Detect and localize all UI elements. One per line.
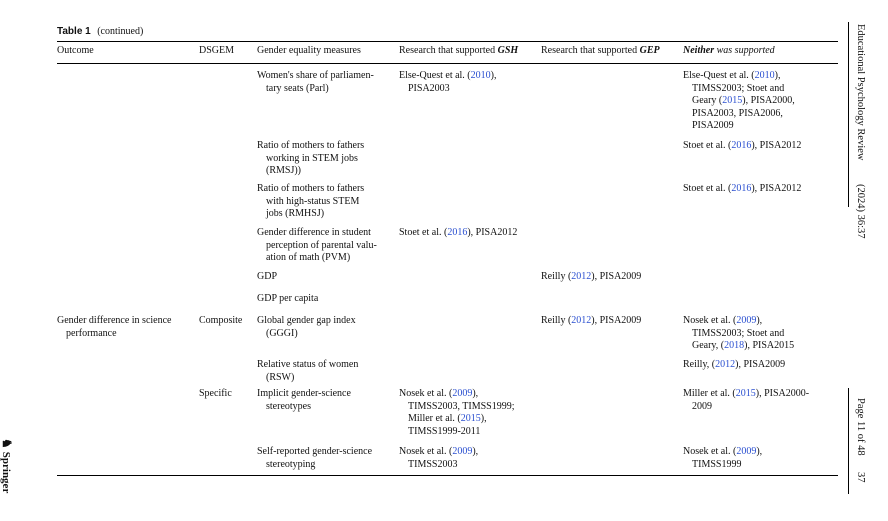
running-head-rule-bottom — [848, 388, 849, 494]
col-header-dsgem: DSGEM — [199, 45, 235, 56]
col-header-measures: Gender equality measures — [257, 45, 361, 56]
citation-year-link[interactable]: 2010 — [470, 70, 491, 81]
measure-line: Global gender gap index — [257, 315, 356, 326]
measure-line: stereotyping — [266, 458, 316, 470]
citation-text: ), — [490, 70, 497, 81]
citation-line — [683, 328, 794, 341]
cell-neither — [683, 140, 801, 153]
citation-year-link[interactable]: 2012 — [715, 359, 736, 370]
measure-line: (RMSJ)) — [266, 165, 302, 176]
citation-text: Reilly ( — [541, 271, 572, 282]
gsh-abbr: GSH — [497, 45, 519, 56]
measure-line: (RSW) — [266, 371, 295, 383]
citation-text: ), — [472, 388, 479, 399]
col-header-gep: Research that supported GEP — [541, 45, 660, 56]
measure-line: working in STEM jobs — [266, 152, 358, 164]
citation-year-link[interactable]: 2015 — [460, 413, 481, 424]
table-top-rule — [57, 41, 838, 42]
citation-text: Stoet et al. ( — [399, 227, 448, 238]
col-header-neither: Neither was supported — [683, 45, 775, 56]
citation-line — [683, 95, 795, 108]
citation-text: PISA2003, PISA2006, — [692, 107, 783, 119]
citation-line — [683, 70, 795, 83]
citation-year-link[interactable]: 2012 — [571, 315, 592, 326]
citation-year-link[interactable]: 2009 — [736, 446, 757, 457]
cell-measure — [257, 388, 351, 413]
citation-text: TIMSS1999 — [692, 458, 742, 470]
page-number: 37 — [855, 472, 866, 483]
citation-line — [683, 315, 794, 328]
cell-gep — [541, 271, 641, 284]
cell-neither — [683, 70, 795, 133]
citation-year-link[interactable]: 2010 — [754, 70, 775, 81]
citation-text: Nosek et al. ( — [683, 315, 737, 326]
citation-text: ), PISA2000, — [742, 95, 795, 106]
outcome-line: Gender difference in science — [57, 315, 172, 326]
citation-text: Miller et al. ( — [408, 413, 461, 424]
citation-text: TIMSS2003; Stoet and — [692, 82, 785, 94]
cell-gsh — [399, 446, 478, 471]
citation-text: Geary, ( — [692, 340, 725, 351]
cell-gsh — [399, 388, 515, 438]
springer-horse-icon: ♞ — [0, 438, 14, 449]
measure-line: Relative status of women — [257, 359, 359, 370]
citation-line — [541, 271, 641, 284]
table-header-rule — [57, 63, 838, 64]
citation-year-link[interactable]: 2015 — [735, 388, 756, 399]
table-caption — [57, 26, 143, 37]
citation-text: TIMSS2003, TIMSS1999; — [408, 400, 515, 412]
citation-text: Nosek et al. ( — [399, 446, 453, 457]
citation-year-link[interactable]: 2016 — [731, 140, 752, 151]
citation-text: ), — [756, 446, 763, 457]
cell-outcome — [57, 315, 171, 340]
citation-text: 2009 — [692, 400, 712, 412]
measure-line: (GGGI) — [266, 327, 298, 339]
citation-line — [399, 459, 478, 472]
citation-year-link[interactable]: 2016 — [731, 183, 752, 194]
table-label: Table 1 — [57, 26, 91, 37]
citation-text: ), — [756, 315, 763, 326]
cell-gep — [541, 315, 641, 328]
cell-dsgem: Specific — [199, 388, 232, 399]
citation-line — [399, 227, 517, 240]
cell-neither — [683, 359, 785, 372]
citation-text: Stoet et al. ( — [683, 140, 732, 151]
citation-text: ), PISA2012 — [751, 140, 802, 151]
citation-year-link[interactable]: 2016 — [447, 227, 468, 238]
citation-line — [683, 459, 762, 472]
table-bottom-rule — [57, 475, 838, 476]
citation-year-link[interactable]: 2015 — [722, 95, 743, 106]
citation-year-link[interactable]: 2012 — [571, 271, 592, 282]
citation-text: TIMSS2003 — [408, 458, 458, 470]
cell-neither — [683, 446, 762, 471]
citation-year-link[interactable]: 2009 — [452, 446, 473, 457]
citation-text: ), — [480, 413, 487, 424]
citation-line — [683, 388, 809, 401]
cell-measure — [257, 227, 377, 265]
cell-neither — [683, 315, 794, 353]
citation-line — [683, 140, 801, 153]
citation-text: Geary ( — [692, 95, 723, 106]
measure-line: with high-status STEM — [266, 195, 360, 207]
citation-line — [399, 388, 515, 401]
citation-text: TIMSS2003; Stoet and — [692, 327, 785, 339]
citation-text: ), — [774, 70, 781, 81]
cell-measure — [257, 359, 358, 384]
citation-line — [683, 83, 795, 96]
neither-word: Neither — [683, 45, 715, 56]
citation-year-link[interactable]: 2009 — [736, 315, 757, 326]
publisher-mark — [0, 438, 14, 493]
citation-text: Nosek et al. ( — [399, 388, 453, 399]
page-of-total: Page 11 of 48 — [855, 398, 866, 456]
citation-text: Else-Quest et al. ( — [399, 70, 471, 81]
cell-neither — [683, 183, 801, 196]
citation-year-link[interactable]: 2018 — [724, 340, 745, 351]
measure-line: jobs (RMHSJ) — [266, 208, 325, 219]
citation-text: TIMSS1999-2011 — [408, 425, 481, 437]
cell-measure — [257, 315, 356, 340]
cell-dsgem: Composite — [199, 315, 243, 326]
cell-neither — [683, 388, 809, 413]
citation-text: Reilly ( — [541, 315, 572, 326]
citation-text: ), PISA2012 — [751, 183, 802, 194]
running-head-rule-top — [848, 22, 849, 207]
cell-measure — [257, 271, 277, 284]
measure-line: Women's share of parliamen- — [257, 70, 374, 81]
citation-line — [683, 183, 801, 196]
citation-line — [399, 413, 515, 426]
citation-text: PISA2009 — [692, 120, 734, 131]
measure-line: GDP per capita — [257, 293, 319, 304]
gep-abbr: GEP — [639, 45, 660, 56]
citation-line — [399, 401, 515, 414]
measure-line: tary seats (Parl) — [266, 82, 329, 94]
cell-measure — [257, 446, 372, 471]
citation-line — [399, 426, 515, 439]
col-header-gsh: Research that supported GSH — [399, 45, 519, 56]
citation-text: ), PISA2015 — [744, 340, 795, 351]
measure-line: Self-reported gender-science — [257, 446, 373, 457]
citation-text: Nosek et al. ( — [683, 446, 737, 457]
journal-name: Educational Psychology Review — [855, 24, 866, 161]
cell-measure — [257, 293, 318, 306]
publisher-name: Springer — [0, 451, 12, 494]
cell-gsh — [399, 227, 517, 240]
outcome-line: performance — [66, 327, 117, 339]
citation-text: ), PISA2009 — [591, 315, 642, 326]
citation-line — [683, 120, 795, 133]
measure-line: ation of math (PVM) — [266, 252, 351, 263]
citation-text: Reilly, ( — [683, 359, 716, 370]
citation-year-link[interactable]: 2009 — [452, 388, 473, 399]
measure-line: Ratio of mothers to fathers — [257, 140, 365, 151]
cell-measure — [257, 140, 364, 178]
citation-text: Miller et al. ( — [683, 388, 736, 399]
citation-line — [683, 340, 794, 353]
citation-text: ), PISA2009 — [591, 271, 642, 282]
citation-text: Stoet et al. ( — [683, 183, 732, 194]
citation-line — [683, 108, 795, 121]
journal-volume: (2024) 36:37 — [855, 184, 866, 239]
table-continued-note: (continued) — [97, 26, 144, 37]
cell-measure — [257, 70, 374, 95]
measure-line: Implicit gender-science — [257, 388, 351, 399]
citation-text: ), PISA2012 — [467, 227, 518, 238]
citation-line — [541, 315, 641, 328]
measure-line: stereotypes — [266, 400, 311, 412]
citation-line — [399, 70, 496, 83]
citation-text: Else-Quest et al. ( — [683, 70, 755, 81]
citation-line — [399, 446, 478, 459]
citation-line — [399, 83, 496, 96]
cell-gsh — [399, 70, 496, 95]
citation-line — [683, 359, 785, 372]
cell-measure — [257, 183, 364, 221]
citation-text: ), PISA2009 — [735, 359, 786, 370]
citation-line — [683, 446, 762, 459]
citation-text: PISA2003 — [408, 82, 450, 94]
citation-line — [683, 401, 809, 414]
citation-text: ), PISA2000- — [755, 388, 810, 399]
citation-text: ), — [472, 446, 479, 457]
measure-line: Gender difference in student — [257, 227, 371, 238]
measure-line: GDP — [257, 271, 278, 282]
measure-line: Ratio of mothers to fathers — [257, 183, 365, 194]
col-header-outcome: Outcome — [57, 45, 94, 56]
measure-line: perception of parental valu- — [266, 239, 377, 251]
